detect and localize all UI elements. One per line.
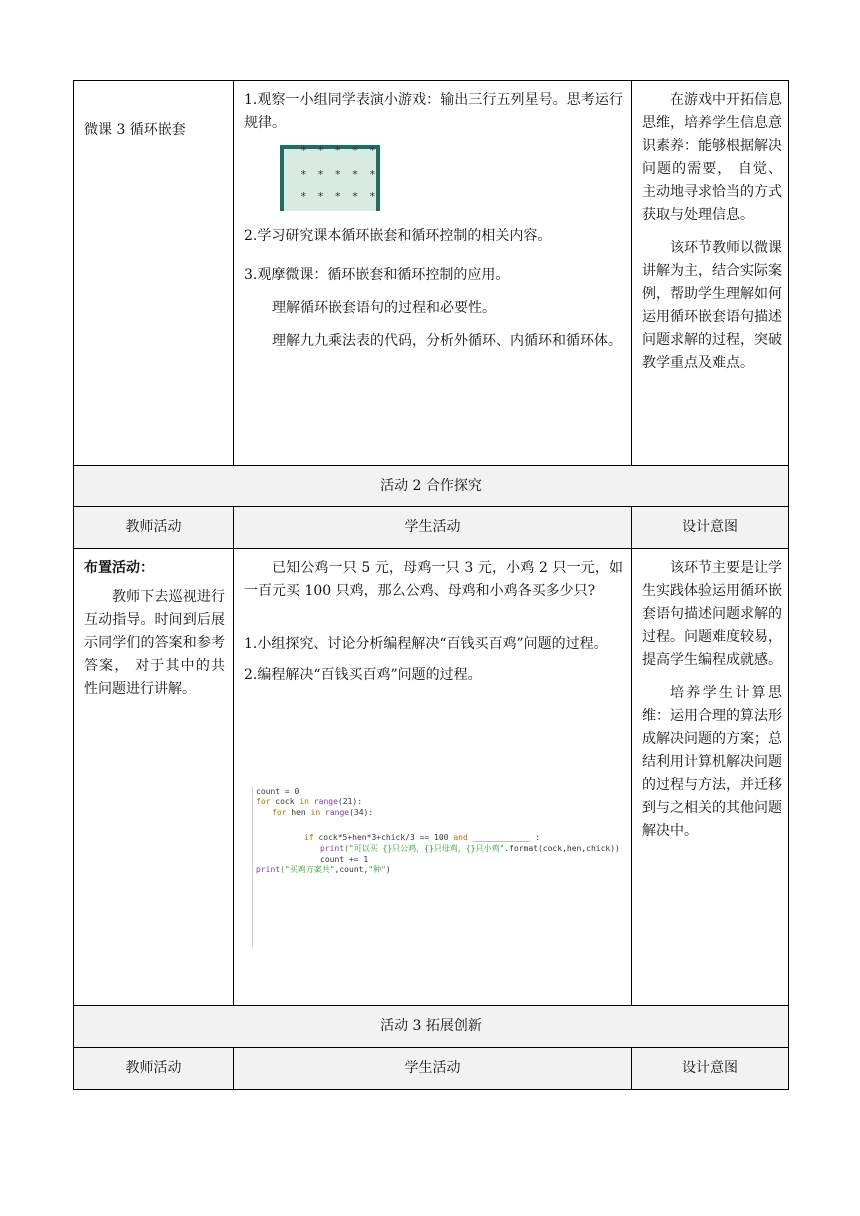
code-line <box>304 833 540 844</box>
code-function: print <box>256 865 281 874</box>
code-text: (21): <box>337 797 363 806</box>
activity2-teacher-cell <box>74 549 234 1006</box>
microlesson-row <box>74 81 789 466</box>
code-function: print <box>320 844 345 853</box>
code-editor-edge <box>252 787 253 947</box>
code-line <box>256 787 299 798</box>
code-function: range <box>313 797 338 806</box>
activity3-header-row <box>74 1048 789 1090</box>
code-text: count += 1 <box>320 855 369 864</box>
code-text: ____________ : <box>467 833 541 842</box>
code-line <box>320 844 620 855</box>
microlesson-step-1: 1.观察一小组同学表演小游戏：输出三行五列星号。思考运行规律。 <box>244 92 623 131</box>
activity3-title-row <box>74 1006 789 1048</box>
header-design-intent: 设计意图 <box>632 1048 789 1090</box>
activity2-content-row <box>74 549 789 1006</box>
code-text: cock <box>270 797 300 806</box>
header-student-activity: 学生活动 <box>234 507 632 549</box>
assign-activity-heading: 布置活动： <box>84 560 154 576</box>
code-text: ) <box>385 865 391 874</box>
student-step-1: 1.小组探究、讨论分析编程解决“百钱买百鸡”问题的过程。 <box>244 636 608 652</box>
code-text: .format(cock,hen,chick)) <box>504 844 620 853</box>
lesson-plan-table <box>73 80 789 1090</box>
code-keyword: for <box>256 797 271 806</box>
microlesson-title-cell <box>74 81 234 466</box>
microlesson-step-2: 2.学习研究课本循环嵌套和循环控制的相关内容。 <box>244 228 552 244</box>
code-line <box>256 865 391 876</box>
image-frame-left <box>280 145 284 211</box>
code-line <box>272 808 373 819</box>
microlesson-intent-1: 在游戏中开拓信息思维，培养学生信息意识素养：能够根据解决问题的需要， 自觉、主动地寻求恰当的方式获取与处理信息。 <box>642 92 782 223</box>
microlesson-title: 微课 3 循环嵌套 <box>84 122 186 138</box>
code-text: (34): <box>349 808 374 817</box>
student-step-2: 2.编程解决“百钱买百鸡”问题的过程。 <box>244 667 482 683</box>
star-row: * * * * * <box>300 190 378 203</box>
microlesson-intent-2: 该环节教师以微课讲解为主，结合实际案例，帮助学生理解如何运用循环嵌套语句描述问题求解的过程，突破教学重点及难点。 <box>642 240 782 371</box>
lesson-plan-page <box>73 80 788 1090</box>
microlesson-step-3-detail-2: 理解九九乘法表的代码，分析外循环、内循环和循环体。 <box>272 333 622 349</box>
header-teacher-activity: 教师活动 <box>74 1048 234 1090</box>
star-row: * * * * * <box>300 144 378 157</box>
header-design-intent: 设计意图 <box>632 507 789 549</box>
header-student-activity: 学生活动 <box>234 1048 632 1090</box>
code-keyword: in <box>299 797 309 806</box>
code-screenshot <box>252 787 632 947</box>
code-string: ("可以买 {}只公鸡，{}只母鸡，{}只小鸡" <box>344 844 505 853</box>
code-string: "种" <box>368 865 386 874</box>
code-text: ,count, <box>334 865 369 874</box>
header-teacher-activity: 教师活动 <box>74 507 234 549</box>
microlesson-student-cell <box>234 81 632 466</box>
code-text: hen <box>286 808 311 817</box>
code-keyword: in <box>310 808 321 817</box>
code-keyword: if <box>304 833 314 842</box>
code-text: cock*5+hen*3+chick/3 == 100 <box>313 833 454 842</box>
activity2-title: 活动 2 合作探究 <box>74 466 789 507</box>
code-keyword: for <box>272 808 287 817</box>
code-text: count = 0 <box>256 787 300 796</box>
activity2-intent-1: 该环节主要是让学生实践体验运用循环嵌套语句描述问题求解的过程。问题难度较易，提高学生编程成就感。 <box>642 560 782 668</box>
activity3-title: 活动 3 拓展创新 <box>74 1006 789 1048</box>
star-row: * * * * * <box>300 168 378 181</box>
assign-activity-body: 教师下去巡视进行互动指导。时间到后展示同学们的答案和参考答案， 对于其中的共性问题进行讲解。 <box>84 589 225 697</box>
activity2-student-cell <box>234 549 632 1006</box>
code-line <box>256 797 362 808</box>
activity2-header-row <box>74 507 789 549</box>
code-line <box>320 855 368 866</box>
microlesson-step-3-detail-1: 理解循环嵌套语句的过程和必要性。 <box>272 300 496 316</box>
microlesson-step-3: 3.观摩微课：循环嵌套和循环控制的应用。 <box>244 267 510 283</box>
code-keyword: and <box>453 833 468 842</box>
activity2-title-row <box>74 466 789 507</box>
code-function: range <box>325 808 350 817</box>
code-string: ("买鸡方案共" <box>280 865 335 874</box>
activity2-intent-cell <box>632 549 789 1006</box>
microlesson-intent-cell <box>632 81 789 466</box>
chicken-problem-text: 已知公鸡一只 5 元，母鸡一只 3 元，小鸡 2 只一元，如一百元买 100 只鸡，那么公鸡、母鸡和小鸡各买多少只? <box>244 560 623 599</box>
star-game-image <box>280 145 380 211</box>
activity2-intent-2: 培养学生计算思维：运用合理的算法形成解决问题的方案；总结利用计算机解决问题的过程与方法，并迁移到与之相关的其他问题解决中。 <box>642 685 782 839</box>
